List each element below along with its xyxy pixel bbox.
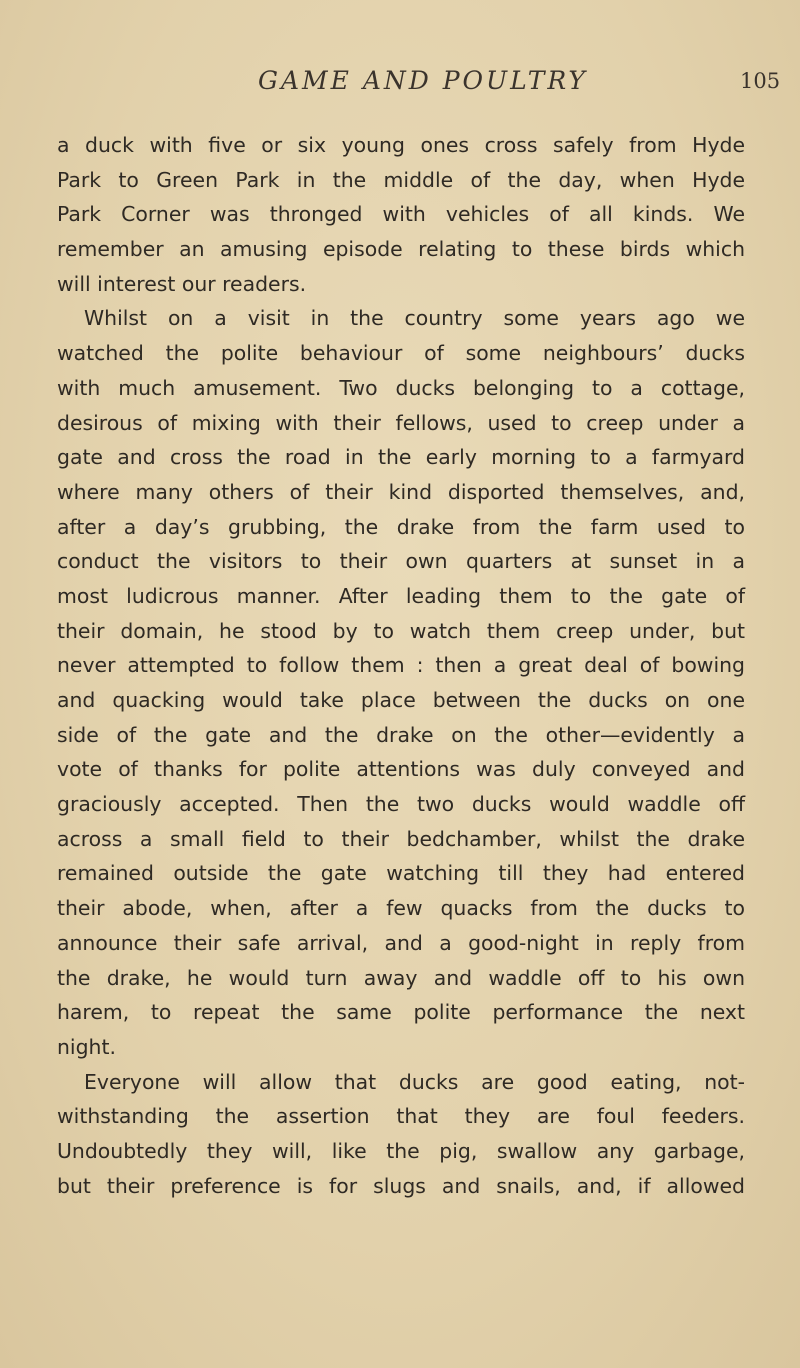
text-line: graciously accepted. Then the two ducks would waddle off (57, 792, 745, 817)
text-line: remained outside the gate watching till they had entered (57, 861, 745, 886)
text-line: side of the gate and the drake on the other—evidently a (57, 722, 745, 747)
text-line: Park Corner was thronged with vehicles of all kinds. We (57, 202, 745, 227)
text-line: announce their safe arrival, and a good-night in reply from (57, 930, 745, 955)
text-line: Park to Green Park in the middle of the day, when Hyde (57, 167, 745, 192)
text-line: withstanding the assertion that they are foul feeders. (57, 1104, 745, 1129)
text-line: watched the polite behaviour of some neighbours’ ducks (57, 341, 745, 366)
text-line: Undoubtedly they will, like the pig, swallow any garbage, (57, 1138, 745, 1163)
text-line: the drake, he would turn away and waddle off to his own (57, 965, 745, 990)
text-line: with much amusement. Two ducks belonging to a cottage, (57, 375, 745, 400)
text-line: desirous of mixing with their fellows, used to creep under a (57, 410, 745, 435)
page-number: 105 (740, 69, 781, 93)
running-title: GAME AND POULTRY (258, 66, 588, 95)
body-text (57, 128, 745, 1203)
text-line: Whilst on a visit in the country some years ago we (84, 306, 745, 331)
text-line: harem, to repeat the same polite performance the next (57, 1000, 745, 1025)
text-line: after a day’s grubbing, the drake from the farm used to (57, 514, 745, 539)
text-line: gate and cross the road in the early morning to a farmyard (57, 445, 745, 470)
text-line: will interest our readers. (57, 271, 307, 296)
text-line: a duck with five or six young ones cross safely from Hyde (57, 133, 745, 157)
text-line: conduct the visitors to their own quarters at sunset in a (57, 549, 745, 574)
text-line: remember an amusing episode relating to these birds which (57, 237, 745, 262)
text-line: their abode, when, after a few quacks from the ducks to (57, 896, 745, 921)
text-line: never attempted to follow them : then a great deal of bowing (57, 653, 745, 678)
text-line: but their preference is for slugs and snails, and, if allowed (57, 1173, 745, 1198)
text-line: and quacking would take place between the ducks on one (57, 688, 745, 712)
text-line: vote of thanks for polite attentions was duly conveyed and (57, 757, 745, 782)
text-line: across a small field to their bedchamber, whilst the drake (57, 826, 745, 851)
text-line: their domain, he stood by to watch them creep under, but (57, 618, 745, 643)
text-line: most ludicrous manner. After leading them to the gate of (57, 583, 745, 608)
running-head (0, 66, 800, 106)
text-line: where many others of their kind disported themselves, and, (57, 479, 745, 504)
text-line: Everyone will allow that ducks are good eating, not- (84, 1069, 745, 1094)
text-line: night. (57, 1034, 116, 1059)
